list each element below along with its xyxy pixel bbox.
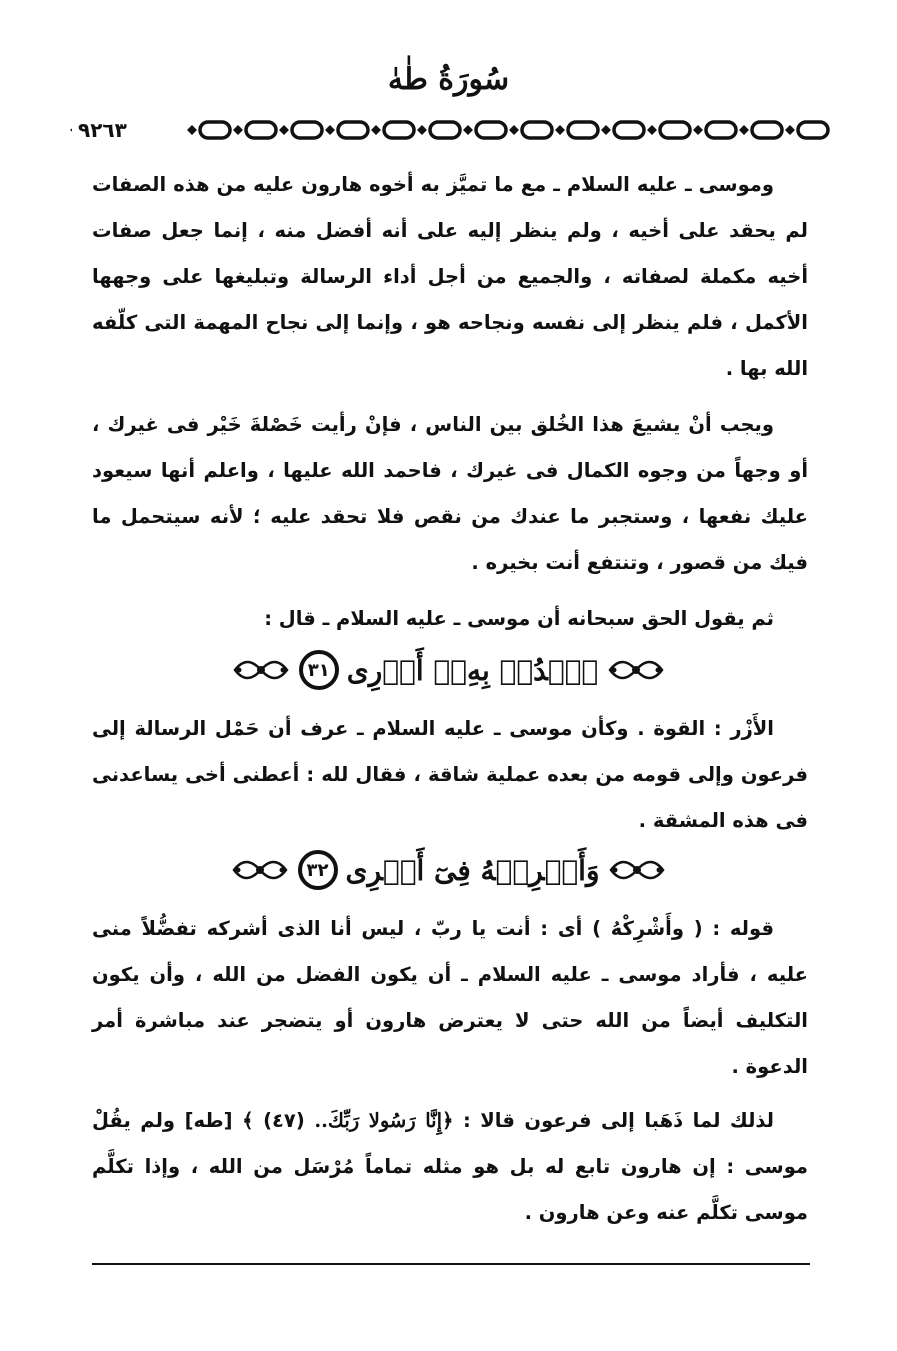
verse-text: ٱشۡدُدۡ بِهِۦٓ أَزۡرِى: [346, 653, 599, 687]
chain-link: [568, 122, 598, 138]
chain-link: [798, 122, 828, 138]
text-block-3: [92, 596, 808, 642]
paragraph: قوله : ( وأَشْرِكْهُ ) أى : أنت يا ربّ ، ليس أنا الذى أشركه تفضُّلاً منى عليه ، فأراد موسى ـ عليه السلام ـ أن يكون الفضل من الله ، وأن يكون التكليف أيضاً من الله حتى لا يعترض هارون أو يتضجر عند مباشرة أمر الدعوة .: [92, 917, 808, 1078]
chain-diamond: [739, 125, 749, 135]
chain-diamond: [371, 125, 381, 135]
chain-diamond: [187, 125, 197, 135]
chain-link: [614, 122, 644, 138]
ayah-number: ٣١: [299, 650, 339, 690]
verse-ornament-icon: [607, 852, 667, 888]
verse-reference: (٤٧): [263, 1109, 305, 1132]
chain-diamond: [417, 125, 427, 135]
chain-link: [660, 122, 690, 138]
chain-link: [430, 122, 460, 138]
chain-link: [200, 122, 230, 138]
chain-diamond: [785, 125, 795, 135]
chain-link: [292, 122, 322, 138]
paragraph: ويجب أنْ يشيعَ هذا الخُلق بين الناس ، فإنْ رأيت خَصْلةَ خَيْر فى غيرك ، أو وجهاً من وجوه الكمال فى غيرك ، فاحمد الله عليها ، واعلم أنها سيعود عليك نفعها ، وستجبر ما عندك من نقص فلا تحقد عليه ؛ لأنه سيتحمل ما فيك من قصور ، وتنتفع أنت بخيره .: [92, 413, 808, 574]
text-block-2: [92, 402, 808, 586]
chain-diamond: [647, 125, 657, 135]
ayah-number: ٣٢: [298, 850, 338, 890]
chain-diamond: [325, 125, 335, 135]
chain-link: [338, 122, 368, 138]
paragraph-text: ﴾ [طه] ولم يقُلْ موسى : إن هارون تابع له بل هو مثله تماماً مُرْسَل من الله ، وإذا تكلَّم موسى تكلَّم عنه وعن هارون .: [92, 1109, 808, 1224]
chain-link: [522, 122, 552, 138]
chain-link: [246, 122, 276, 138]
text-block-1: [92, 162, 808, 392]
chain-diamond: [693, 125, 703, 135]
quran-quote: إِنَّا رَسُولا رَبِّكَ..: [314, 1109, 442, 1132]
chain-link: [752, 122, 782, 138]
verse-ornament-icon: [606, 652, 666, 688]
verse-line-32: [0, 850, 897, 890]
text-block-4: [92, 706, 808, 844]
paragraph: الأَزْر : القوة . وكأن موسى ـ عليه السلام ـ عرف أن حَمْل الرسالة إلى فرعون وإلى قومه من بعده عملية شاقة ، فقال لله : أعطنى أخى يساعدنى فى هذه المشقة .: [92, 717, 808, 832]
text-block-5: [92, 906, 808, 1090]
page-number: ٩٢٦٣: [72, 116, 135, 144]
verse-ornament-icon: [230, 852, 290, 888]
chain-link: [706, 122, 736, 138]
header-ornament-band: [68, 116, 832, 144]
chain-link: [476, 122, 506, 138]
verse-line-31: [0, 650, 897, 690]
paragraph: وموسى ـ عليه السلام ـ مع ما تميَّز به أخوه هارون عليه من هذه الصفات لم يحقد على أخيه ، ولم ينظر إليه على أنه أفضل منه ، إنما جعل صفات أخيه مكملة لصفاته ، والجميع من أجل أداء الرسالة وتبليغها على وجهها الأكمل ، فلم ينظر إلى نفسه ونجاحه هو ، وإنما إلى نجاح المهمة التى كلّفه الله بها .: [92, 173, 808, 380]
chain-diamond: [509, 125, 519, 135]
text-block-6: [92, 1098, 808, 1236]
verse-text: وَأَشۡرِكۡهُ فِىٓ أَمۡرِى: [345, 853, 600, 887]
chain-link: [384, 122, 414, 138]
chain-diamond: [279, 125, 289, 135]
surah-title: سُورَةُ طٰهٰ: [387, 62, 510, 97]
chain-diamond: [463, 125, 473, 135]
verse-ornament-icon: [231, 652, 291, 688]
chain-diamond: [555, 125, 565, 135]
chain-diamond: [233, 125, 243, 135]
chain-ornament: [68, 116, 832, 144]
chain-diamond: [601, 125, 611, 135]
paragraph: ثم يقول الحق سبحانه أن موسى ـ عليه السلام ـ قال :: [264, 607, 774, 630]
paragraph: [92, 1098, 808, 1236]
footer-rule: [92, 1263, 810, 1265]
paragraph-text: لذلك لما ذَهَبا إلى فرعون قالا : ﴿: [441, 1109, 774, 1132]
